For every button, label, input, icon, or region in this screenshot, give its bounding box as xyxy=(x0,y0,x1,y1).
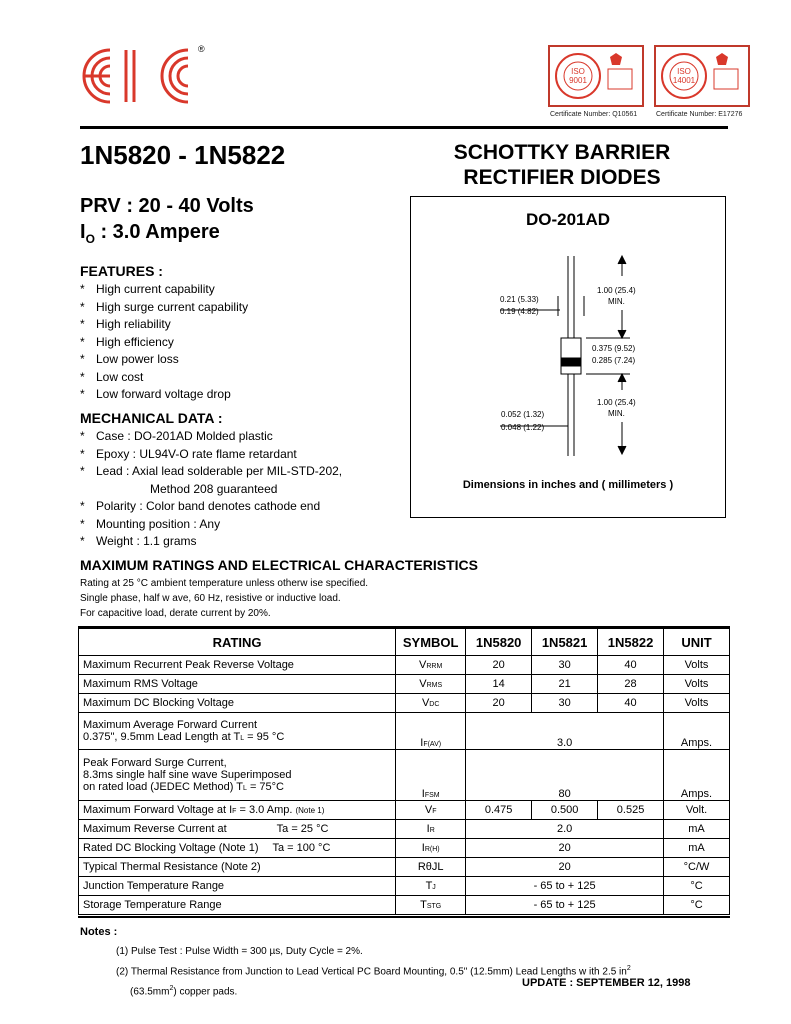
list-item: * High efficiency xyxy=(80,334,174,349)
table-row: Typical Thermal Resistance (Note 2) RθJL 20 °C/W xyxy=(79,858,730,877)
table-row: Maximum Average Forward Current 0.375", 9.5mm Lead Length at TL = 95 °C IF(AV) 3.0 Amps. xyxy=(79,713,730,750)
iso14001-cert xyxy=(654,45,750,118)
header-rule xyxy=(80,126,728,129)
table-row: Maximum Forward Voltage at IF = 3.0 Amp. (Note 1) VF 0.475 0.500 0.525 Volt. xyxy=(79,801,730,820)
table-row: Maximum DC Blocking Voltage VDC 20 30 40 Volts xyxy=(79,694,730,713)
features-heading: FEATURES : xyxy=(80,263,163,279)
svg-text:14001: 14001 xyxy=(672,76,696,85)
dim-top-lead-min: MIN. xyxy=(608,297,625,306)
features-list xyxy=(80,281,248,404)
list-item: * Weight : 1.1 grams xyxy=(80,534,197,548)
note-2: (2) Thermal Resistance from Junction to Lead Vertical PC Board Mounting, 0.5" (12.5mm) Lead Lengths w ith 2.5 $in^2$ xyxy=(116,965,631,978)
table-row: Maximum Recurrent Peak Reverse Voltage VRRM 20 30 40 Volts xyxy=(79,656,730,675)
mechanical-list xyxy=(80,428,342,551)
prv-io-block xyxy=(80,193,254,252)
svg-text:ISO: ISO xyxy=(677,67,691,76)
table-row: Peak Forward Surge Current, 8.3ms single half sine wave Superimposed on rated load (JEDEC Method) TL = 75°C IFSM 80 Amps. xyxy=(79,750,730,801)
dim-lead-dia-min: 0.048 (1.22) xyxy=(501,423,545,432)
registered-mark: ® xyxy=(198,44,205,54)
dim-bottom-lead: 1.00 (25.4) xyxy=(597,398,636,407)
list-item: * Epoxy : UL94V-O rate flame retardant xyxy=(80,446,297,461)
update-date: UPDATE : SEPTEMBER 12, 1998 xyxy=(522,977,691,989)
product-title: SCHOTTKY BARRIER RECTIFIER DIODES xyxy=(453,141,671,189)
eic-logo xyxy=(70,44,210,113)
dim-top-lead: 1.00 (25.4) xyxy=(597,286,636,295)
iso9001-cert xyxy=(548,45,644,118)
dim-body-len-min: 0.285 (7.24) xyxy=(592,356,636,365)
table-row: Maximum Reverse Current at Ta = 25 °C IR 2.0 mA xyxy=(79,820,730,839)
part-range-title: 1N5820 - 1N5822 xyxy=(80,140,286,170)
list-item: * High current capability xyxy=(80,282,215,296)
dim-body-len-max: 0.375 (9.52) xyxy=(592,344,636,353)
footnotes xyxy=(116,943,631,1001)
list-item: * Low forward voltage drop xyxy=(80,387,231,401)
list-item: * Mounting position : Any xyxy=(80,516,221,531)
package-name: DO-201AD xyxy=(525,210,611,229)
list-item: Method 208 guaranteed xyxy=(150,481,278,496)
svg-text:9001: 9001 xyxy=(569,76,587,85)
list-item: * Case : DO-201AD Molded plastic xyxy=(80,429,273,443)
svg-text:ISO: ISO xyxy=(571,67,585,76)
dimension-caption: Dimensions in inches and ( millimeters ) xyxy=(462,479,674,491)
prv-spec: PRV : 20 - 40 Volts xyxy=(80,195,254,217)
note-3: $(63.5mm^2)$ copper pads. xyxy=(130,985,238,998)
io-spec: $I_O$ : 3.0 Ampere xyxy=(80,221,220,246)
dim-bottom-lead-min: MIN. xyxy=(608,409,625,418)
package-drawing xyxy=(410,240,726,470)
dim-body-dia-min: 0.19 (4.82) xyxy=(500,307,539,316)
iso-seal-icon xyxy=(656,47,748,105)
list-item: * Low power loss xyxy=(80,352,179,366)
dim-body-dia-max: 0.21 (5.33) xyxy=(500,295,539,304)
mechanical-section xyxy=(80,410,342,551)
table-row: Storage Temperature Range TSTG - 65 to + 125 °C xyxy=(79,896,730,915)
table-row: Rated DC Blocking Voltage (Note 1) Ta = 100 °C IR(H) 20 mA xyxy=(79,839,730,858)
iso-seal-icon xyxy=(550,47,642,105)
list-item: * High surge current capability xyxy=(80,299,249,314)
list-item: * Polarity : Color band denotes cathode end xyxy=(80,499,321,513)
cert-number: Certificate Number: Q10561 xyxy=(550,111,638,118)
note-1: (1) Pulse Test : Pulse Width = 300 µs, Duty Cycle = 2%. xyxy=(116,946,363,957)
cert-number: Certificate Number: E17276 xyxy=(656,111,743,118)
list-item: * Low cost xyxy=(80,369,144,384)
list-item: * Lead : Axial lead solderable per MIL-STD-202, xyxy=(80,464,343,478)
mechanical-heading: MECHANICAL DATA : xyxy=(80,410,223,426)
table-row: Junction Temperature Range TJ - 65 to + 125 °C xyxy=(79,877,730,896)
table-row: Maximum RMS Voltage VRMS 14 21 28 Volts xyxy=(79,675,730,694)
dim-lead-dia-max: 0.052 (1.32) xyxy=(501,410,545,419)
ratings-heading: MAXIMUM RATINGS AND ELECTRICAL CHARACTERISTICS xyxy=(80,557,478,573)
notes-heading: Notes : xyxy=(80,926,118,938)
table-header-row: RATING SYMBOL 1N5820 1N5821 1N5822 UNIT xyxy=(79,629,730,656)
table-bottom-rule xyxy=(78,916,730,918)
ratings-conditions: Rating at 25 °C ambient temperature unless otherw ise specified. Single phase, half w ave, 60 Hz, resistive or inductive load. For capacitive load, derate current by 20%. xyxy=(80,578,369,619)
ratings-table xyxy=(78,628,730,915)
list-item: * High reliability xyxy=(80,317,171,331)
features-section xyxy=(80,263,248,404)
